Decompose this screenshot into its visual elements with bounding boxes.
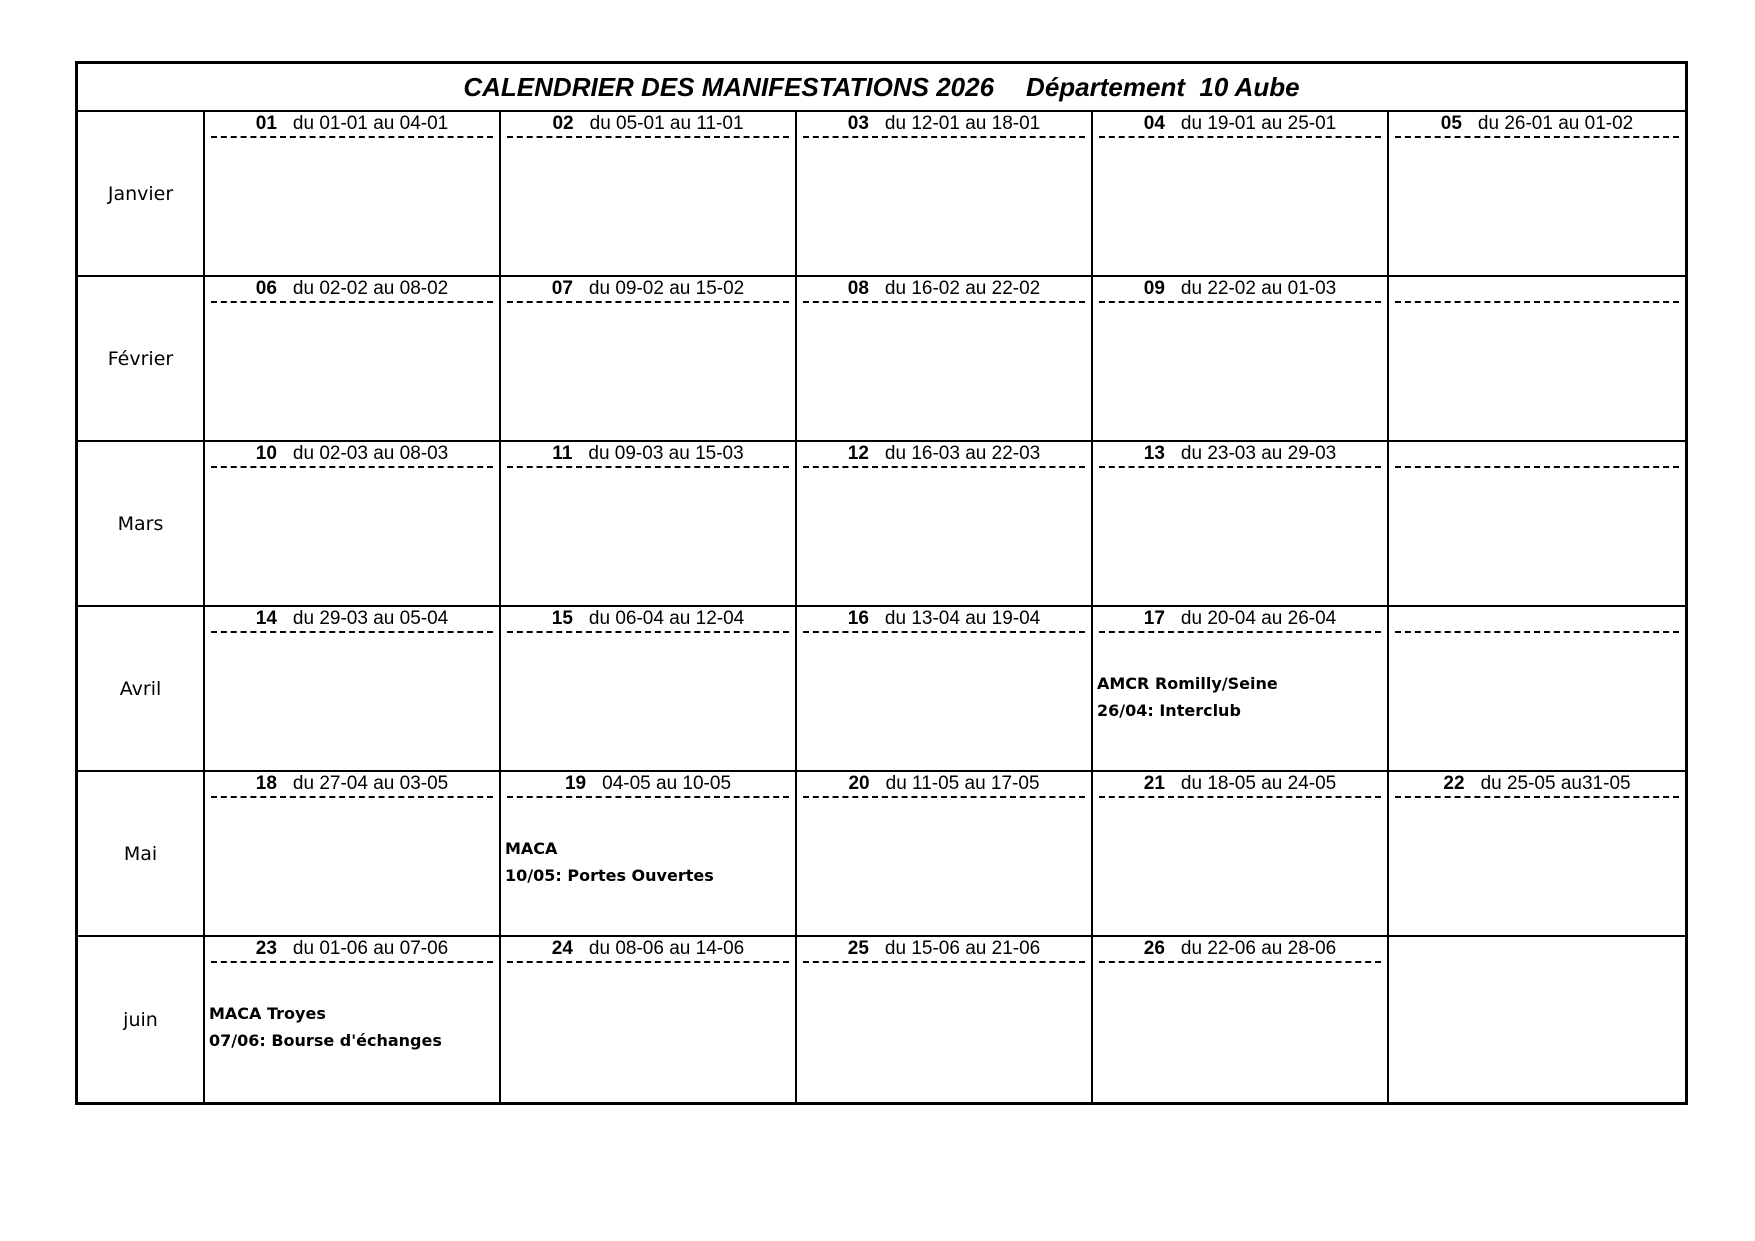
week-header — [211, 937, 493, 963]
week-header — [1099, 112, 1381, 138]
week-number: 21 — [1143, 773, 1165, 794]
event-organizer: MACA — [505, 839, 558, 858]
calendar-grid — [78, 112, 1685, 1102]
week-number: 10 — [255, 443, 277, 464]
week-header — [803, 607, 1085, 633]
week-range: du 02-02 au 08-02 — [292, 278, 449, 299]
week-cell — [1389, 607, 1685, 772]
week-range: du 16-02 au 22-02 — [884, 278, 1041, 299]
week-cell — [501, 937, 797, 1102]
title-main: CALENDRIER DES MANIFESTATIONS 2026 — [463, 71, 995, 102]
week-header — [1099, 442, 1381, 468]
week-header — [211, 112, 493, 138]
week-number: 02 — [552, 113, 574, 134]
week-range: du 12-01 au 18-01 — [884, 113, 1041, 134]
week-number: 20 — [848, 773, 870, 794]
week-cell — [205, 442, 501, 607]
week-cell — [205, 607, 501, 772]
week-cell — [797, 442, 1093, 607]
week-header — [1099, 937, 1381, 963]
week-range: du 09-03 au 15-03 — [588, 443, 744, 464]
week-range: du 29-03 au 05-04 — [292, 608, 449, 629]
week-cell — [1093, 772, 1389, 937]
week-header — [507, 277, 789, 303]
week-range: du 13-04 au 19-04 — [884, 608, 1041, 629]
week-cell — [1093, 607, 1389, 772]
week-range: du 23-03 au 29-03 — [1180, 443, 1337, 464]
week-range: du 09-02 au 15-02 — [588, 278, 745, 299]
week-range: du 02-03 au 08-03 — [292, 443, 449, 464]
week-cell — [1093, 277, 1389, 442]
week-header — [211, 607, 493, 633]
week-number: 22 — [1443, 773, 1465, 794]
month-label: Janvier — [78, 112, 205, 277]
month-label: Mai — [78, 772, 205, 937]
week-range: du 20-04 au 26-04 — [1180, 608, 1337, 629]
week-range: du 18-05 au 24-05 — [1180, 773, 1337, 794]
week-number: 16 — [847, 608, 869, 629]
week-cell — [1093, 442, 1389, 607]
week-range: du 08-06 au 14-06 — [588, 938, 745, 959]
week-cell — [501, 442, 797, 607]
week-header — [803, 112, 1085, 138]
week-cell — [1389, 112, 1685, 277]
week-header — [1395, 772, 1679, 798]
week-header — [1395, 112, 1679, 138]
week-number: 04 — [1143, 113, 1165, 134]
week-header — [211, 772, 493, 798]
week-number: 17 — [1143, 608, 1165, 629]
week-number: 11 — [552, 443, 573, 464]
week-range: du 15-06 au 21-06 — [884, 938, 1041, 959]
title-department: Département 10 Aube — [1026, 71, 1300, 102]
week-cell — [797, 277, 1093, 442]
week-number: 23 — [255, 938, 277, 959]
week-cell — [205, 112, 501, 277]
week-cell — [797, 112, 1093, 277]
week-header — [1099, 607, 1381, 633]
week-range: du 25-05 au31-05 — [1480, 773, 1631, 794]
week-range: du 16-03 au 22-03 — [884, 443, 1041, 464]
week-header — [507, 772, 789, 798]
week-cell — [797, 607, 1093, 772]
week-cell — [501, 277, 797, 442]
week-range: du 11-05 au 17-05 — [885, 773, 1040, 794]
month-label: juin — [78, 937, 205, 1102]
week-number: 12 — [847, 443, 869, 464]
week-number: 06 — [255, 278, 277, 299]
week-header — [1395, 277, 1679, 303]
week-header — [507, 937, 789, 963]
week-number: 24 — [551, 938, 573, 959]
week-range: du 22-02 au 01-03 — [1180, 278, 1337, 299]
week-range: du 19-01 au 25-01 — [1180, 113, 1337, 134]
week-cell — [1389, 772, 1685, 937]
event-entry — [505, 835, 714, 889]
calendar-title — [78, 64, 1685, 112]
week-range: 04-05 au 10-05 — [602, 773, 732, 794]
week-cell — [1389, 442, 1685, 607]
week-header — [1099, 277, 1381, 303]
month-label: Mars — [78, 442, 205, 607]
week-number: 09 — [1143, 278, 1165, 299]
event-organizer: AMCR Romilly/Seine — [1097, 674, 1278, 693]
week-cell — [797, 772, 1093, 937]
week-range: du 27-04 au 03-05 — [292, 773, 449, 794]
week-header — [803, 442, 1085, 468]
week-number: 19 — [564, 773, 587, 794]
month-label: Février — [78, 277, 205, 442]
week-header — [1395, 442, 1679, 468]
event-organizer: MACA Troyes — [209, 1004, 326, 1023]
week-header — [1395, 607, 1679, 633]
week-cell — [501, 772, 797, 937]
week-cell — [1389, 937, 1685, 1102]
week-header — [803, 277, 1085, 303]
week-cell — [501, 607, 797, 772]
week-number: 01 — [255, 113, 277, 134]
week-range: du 01-06 au 07-06 — [292, 938, 449, 959]
week-header — [507, 607, 789, 633]
week-number: 03 — [847, 113, 869, 134]
event-detail: 07/06: Bourse d'échanges — [209, 1031, 442, 1050]
week-range: du 22-06 au 28-06 — [1180, 938, 1337, 959]
week-range: du 01-01 au 04-01 — [292, 113, 449, 134]
event-detail: 10/05: Portes Ouvertes — [505, 866, 714, 885]
week-header — [803, 772, 1085, 798]
week-number: 15 — [551, 608, 573, 629]
week-header — [211, 277, 493, 303]
week-cell — [797, 937, 1093, 1102]
event-entry — [1097, 670, 1278, 724]
week-number: 14 — [255, 608, 277, 629]
week-cell — [205, 937, 501, 1102]
week-cell — [1093, 937, 1389, 1102]
week-number: 18 — [255, 773, 277, 794]
month-label: Avril — [78, 607, 205, 772]
week-cell — [1093, 112, 1389, 277]
week-range: du 26-01 au 01-02 — [1477, 113, 1634, 134]
week-number: 26 — [1143, 938, 1165, 959]
week-header — [507, 442, 789, 468]
week-number: 05 — [1440, 113, 1462, 134]
week-cell — [205, 772, 501, 937]
week-number: 08 — [847, 278, 869, 299]
week-cell — [501, 112, 797, 277]
week-header — [803, 937, 1085, 963]
week-number: 07 — [551, 278, 573, 299]
week-number: 13 — [1143, 443, 1165, 464]
week-cell — [1389, 277, 1685, 442]
week-range: du 06-04 au 12-04 — [588, 608, 745, 629]
week-header — [507, 112, 789, 138]
week-range: du 05-01 au 11-01 — [589, 113, 744, 134]
week-cell — [205, 277, 501, 442]
event-entry — [209, 1000, 442, 1054]
week-number: 25 — [847, 938, 869, 959]
week-header — [211, 442, 493, 468]
week-header — [1099, 772, 1381, 798]
event-detail: 26/04: Interclub — [1097, 701, 1241, 720]
calendar-table — [75, 61, 1688, 1105]
